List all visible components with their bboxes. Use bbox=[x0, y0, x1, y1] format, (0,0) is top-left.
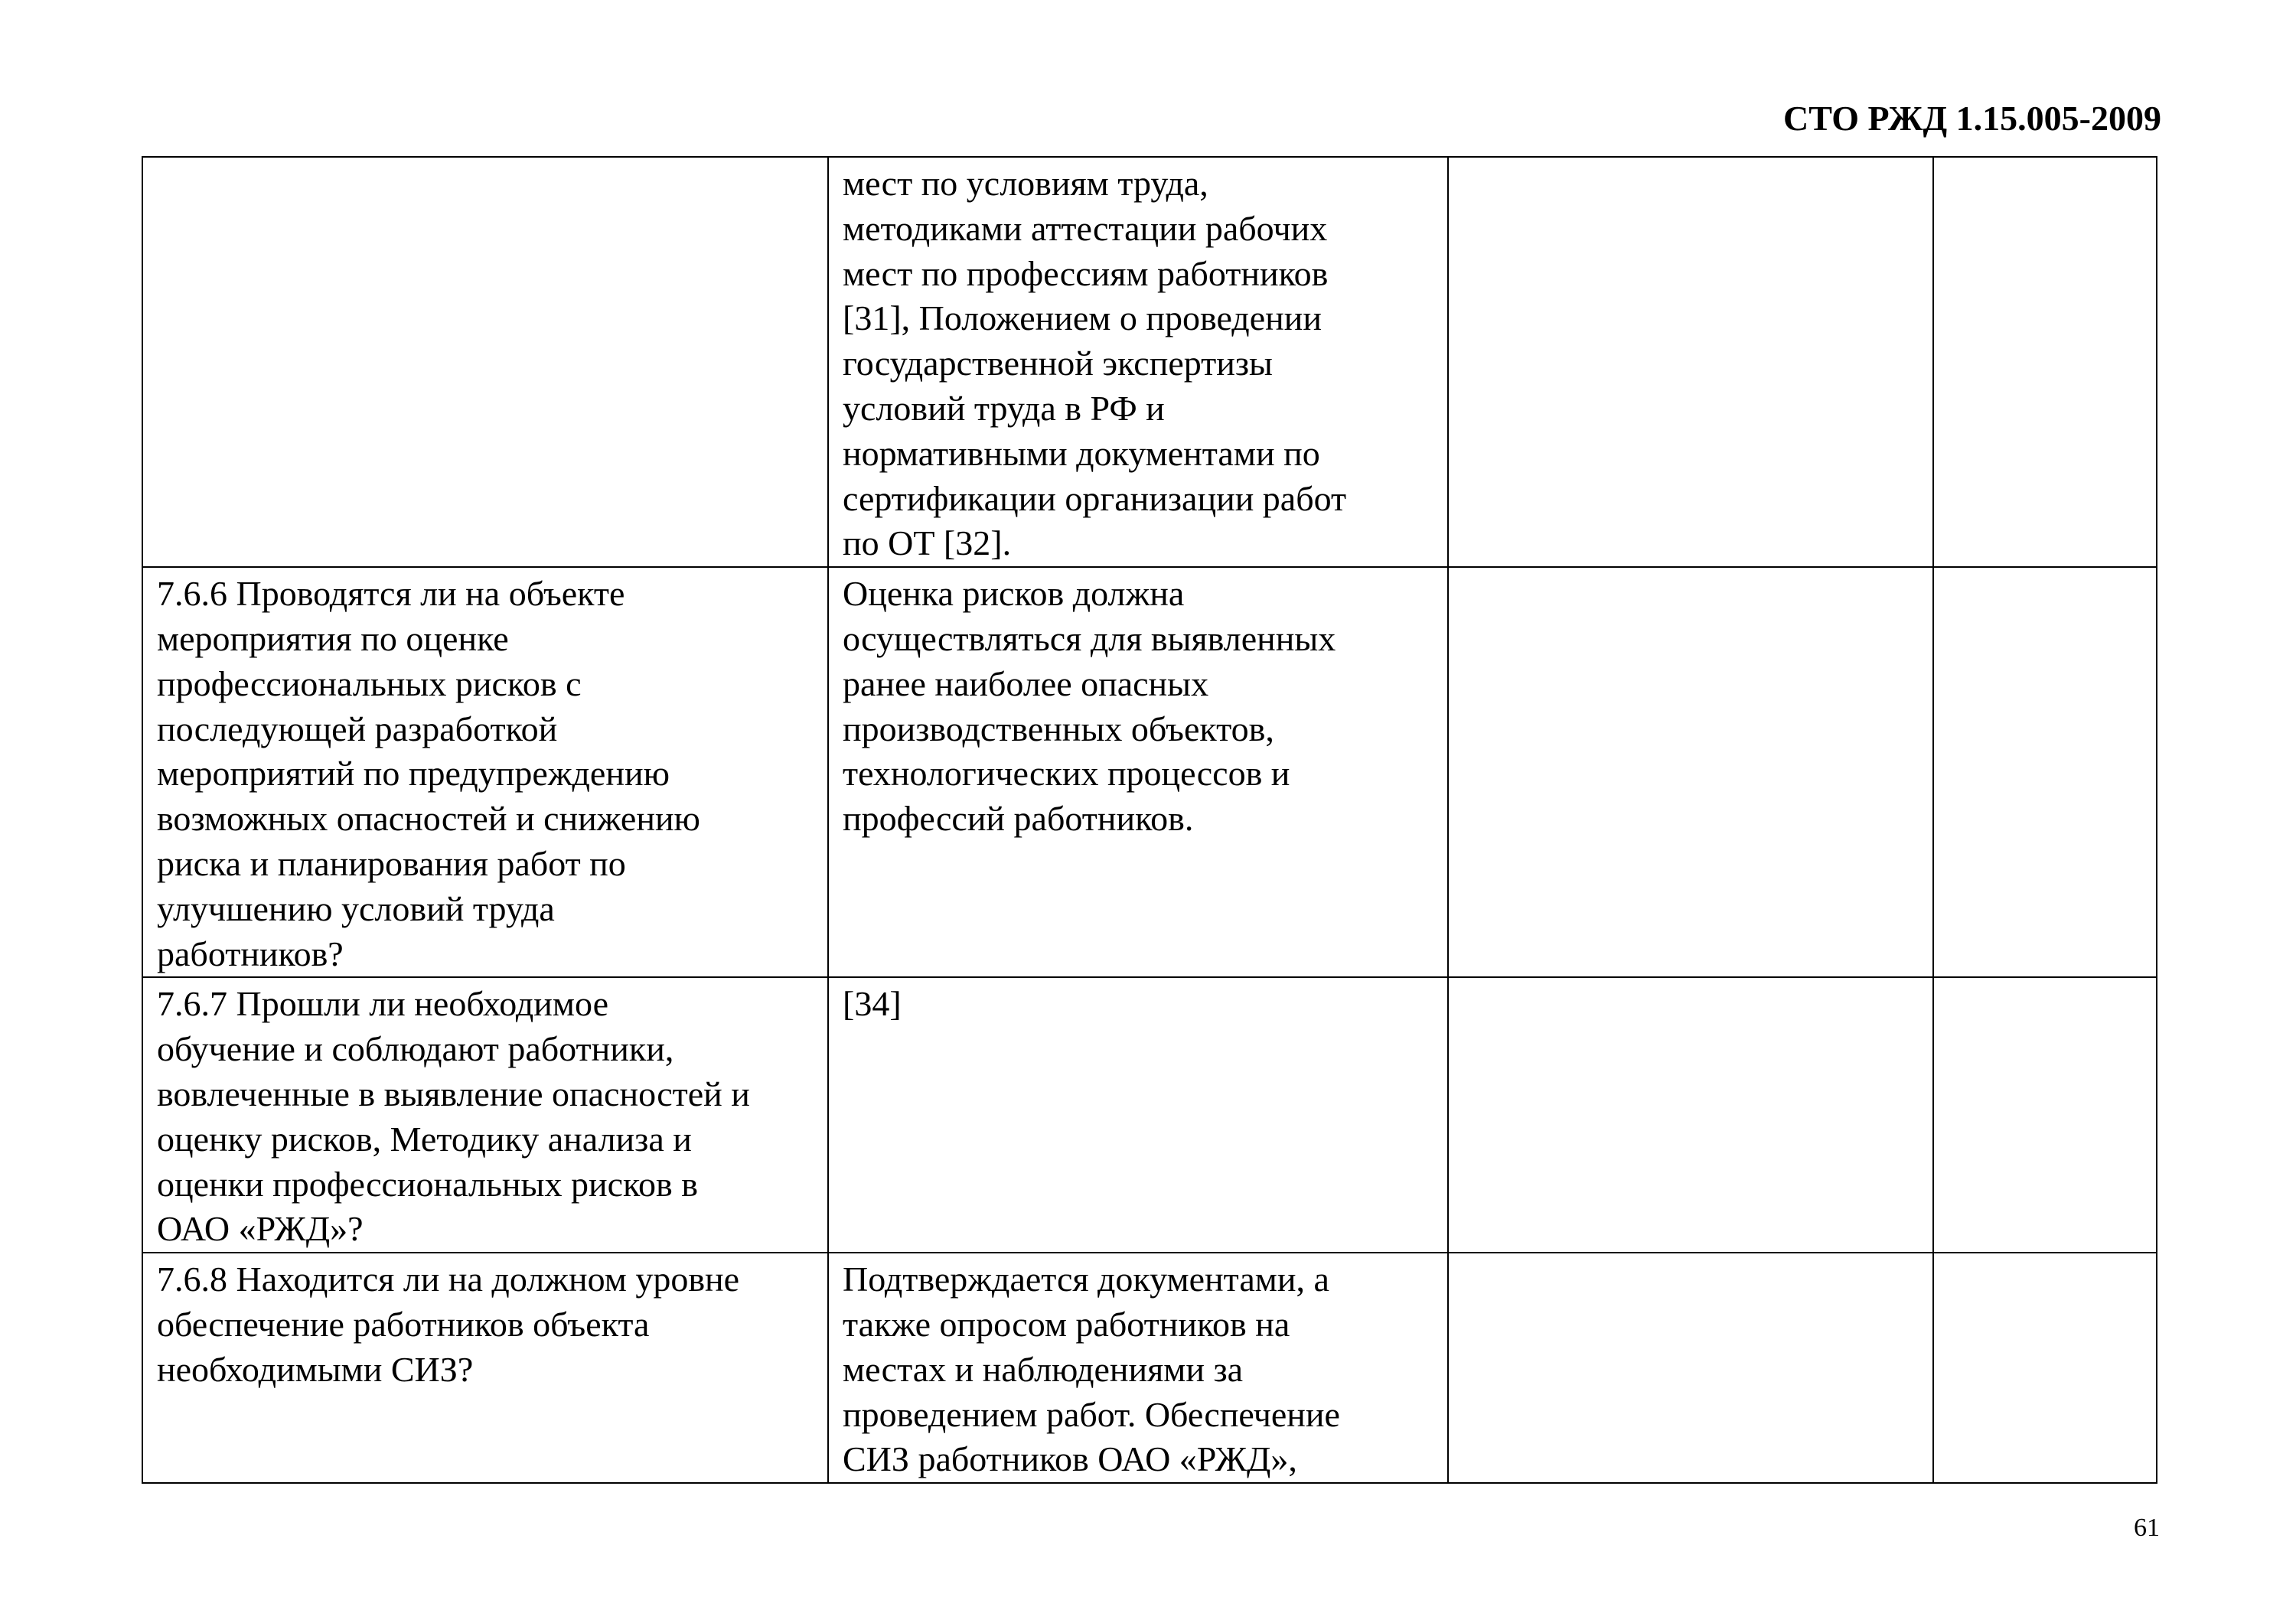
question-cell: 7.6.6 Проводятся ли на объекте мероприятия по оценке профессиональных рисков с последующей разработкой мероприятий по предупреждению возможных опасностей и снижению риска и планирования работ по улучшению условий труда работников? bbox=[142, 567, 828, 977]
note-cell: Подтверждается документами, а также опросом работников на местах и наблюдениями за проведением работ. Обеспечение СИЗ работников ОАО «РЖД», bbox=[828, 1253, 1448, 1483]
note-cell: [34] bbox=[828, 977, 1448, 1253]
result-cell bbox=[1448, 567, 1933, 977]
remark-cell bbox=[1933, 157, 2157, 567]
remark-cell bbox=[1933, 977, 2157, 1253]
question-cell: 7.6.8 Находится ли на должном уровне обеспечение работников объекта необходимыми СИЗ? bbox=[142, 1253, 828, 1483]
document-code: СТО РЖД 1.15.005-2009 bbox=[1782, 99, 2161, 138]
result-cell bbox=[1448, 977, 1933, 1253]
note-cell: мест по условиям труда, методиками аттестации рабочих мест по профессиям работников [31], Положением о проведении государственной экспертизы условий труда в РФ и нормативными документами по сертификации организации работ по ОТ [32]. bbox=[828, 157, 1448, 567]
page-number: 61 bbox=[2134, 1514, 2160, 1542]
checklist-table bbox=[142, 156, 2157, 1484]
table-row bbox=[142, 1253, 2157, 1483]
question-cell: 7.6.7 Прошли ли необходимое обучение и соблюдают работники, вовлеченные в выявление опасностей и оценку рисков, Методику анализа и оценки профессиональных рисков в ОАО «РЖД»? bbox=[142, 977, 828, 1253]
remark-cell bbox=[1933, 567, 2157, 977]
remark-cell bbox=[1933, 1253, 2157, 1483]
result-cell bbox=[1448, 157, 1933, 567]
note-cell: Оценка рисков должна осуществляться для выявленных ранее наиболее опасных производственных объектов, технологических процессов и профессий работников. bbox=[828, 567, 1448, 977]
table-row bbox=[142, 157, 2157, 567]
table-row bbox=[142, 567, 2157, 977]
result-cell bbox=[1448, 1253, 1933, 1483]
question-cell bbox=[142, 157, 828, 567]
table-row bbox=[142, 977, 2157, 1253]
